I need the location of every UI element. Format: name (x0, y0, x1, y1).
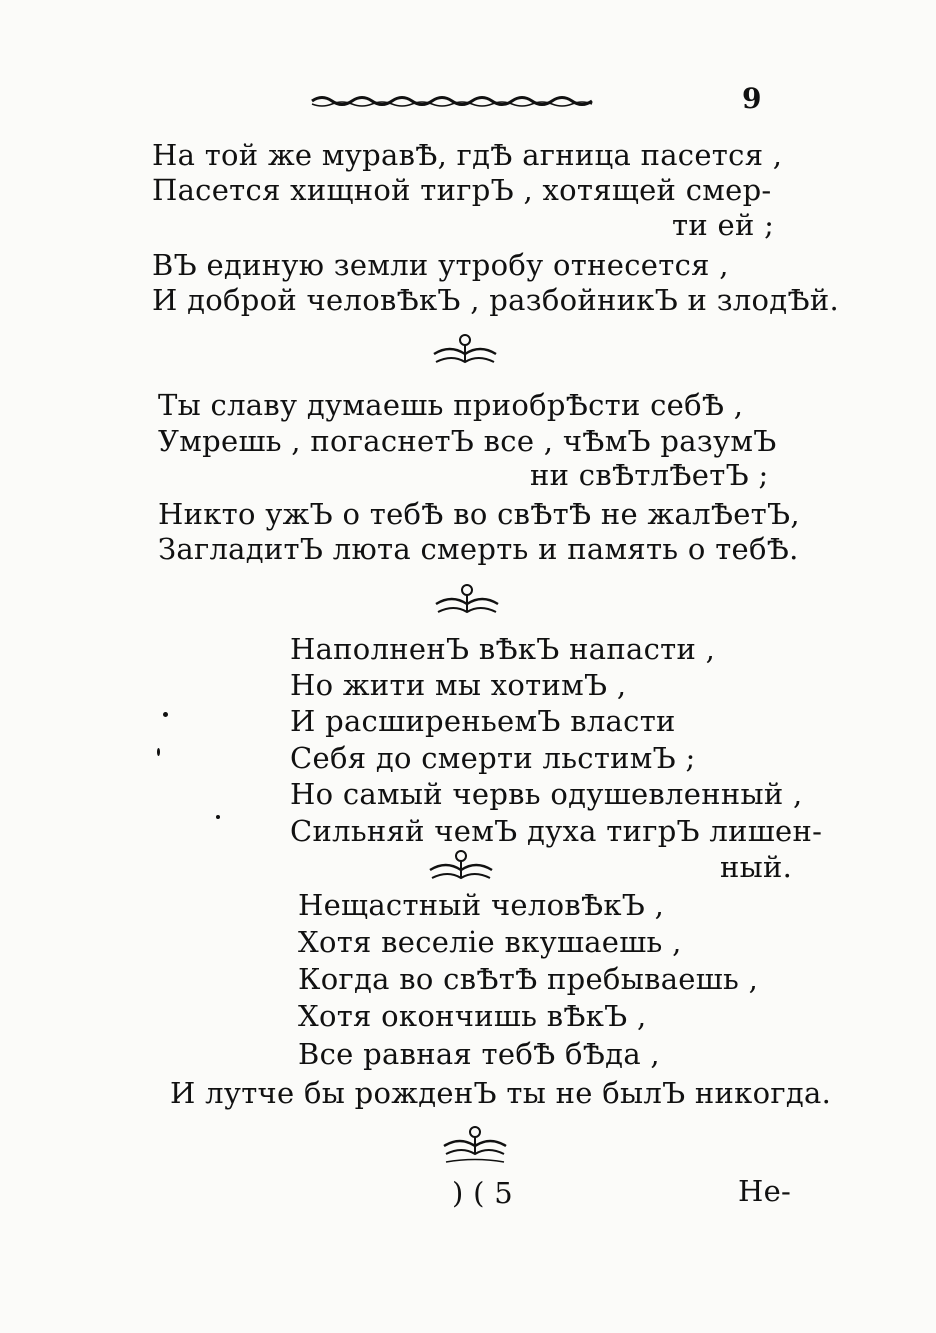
verse-line: Пасется хищной тигрЪ , хотящей смер- (152, 173, 772, 207)
verse-line: И расширеньемЪ власти (290, 704, 676, 738)
ink-speck (157, 748, 160, 756)
verse-line: Сильняй чемЪ духа тигрЪ лишен- (290, 814, 823, 848)
verse-line: Никто ужЪ о тебѢ во свѢтѢ не жалѢетЪ, (158, 497, 800, 531)
verse-line: Себя до смерти льстимЪ ; (290, 741, 696, 775)
verse-line: На той же муравѢ, гдѢ агница пасется , (152, 138, 783, 172)
verse-line: ни свѢтлѢетЪ ; (530, 458, 769, 492)
verse-line: Ты славу думаешь приобрѢсти себѢ , (158, 388, 744, 422)
verse-line: ный. (720, 850, 793, 884)
verse-line: ЗагладитЪ люта смерть и память о тебѢ. (158, 532, 799, 566)
verse-line: Умрешь , погаснетЪ все , чѢмЪ разумЪ (158, 424, 777, 458)
fleuron-ornament (426, 848, 496, 884)
verse-line: Хотя окончишь вѢкЪ , (298, 999, 647, 1033)
page-number: 9 (742, 82, 762, 115)
verse-line: Но жити мы хотимЪ , (290, 668, 627, 702)
verse-line: И доброй человѢкЪ , разбойникЪ и злодѢй. (152, 283, 839, 317)
catchword: Не- (738, 1174, 792, 1208)
ink-speck (216, 815, 220, 819)
verse-line: НаполненЪ вѢкЪ напасти , (290, 632, 716, 666)
fleuron-ornament (432, 582, 502, 618)
header-ornament (310, 92, 600, 110)
verse-line: ВЪ единую земли утробу отнесется , (152, 248, 729, 282)
verse-line: ти ей ; (672, 208, 775, 242)
verse-line: Все равная тебѢ бѢда , (298, 1037, 660, 1071)
fleuron-ornament (430, 332, 500, 368)
verse-line: Но самый червь одушевленный , (290, 777, 803, 811)
signature-mark: ) ( 5 (452, 1176, 514, 1210)
verse-line: Когда во свѢтѢ пребываешь , (298, 962, 759, 996)
ink-speck (163, 712, 168, 717)
verse-line: И лутче бы рожденЪ ты не былЪ никогда. (170, 1076, 832, 1110)
verse-line: Хотя веселіе вкушаешь , (298, 925, 682, 959)
fleuron-ornament (440, 1124, 510, 1166)
verse-line: Нещастный человѢкЪ , (298, 888, 665, 922)
